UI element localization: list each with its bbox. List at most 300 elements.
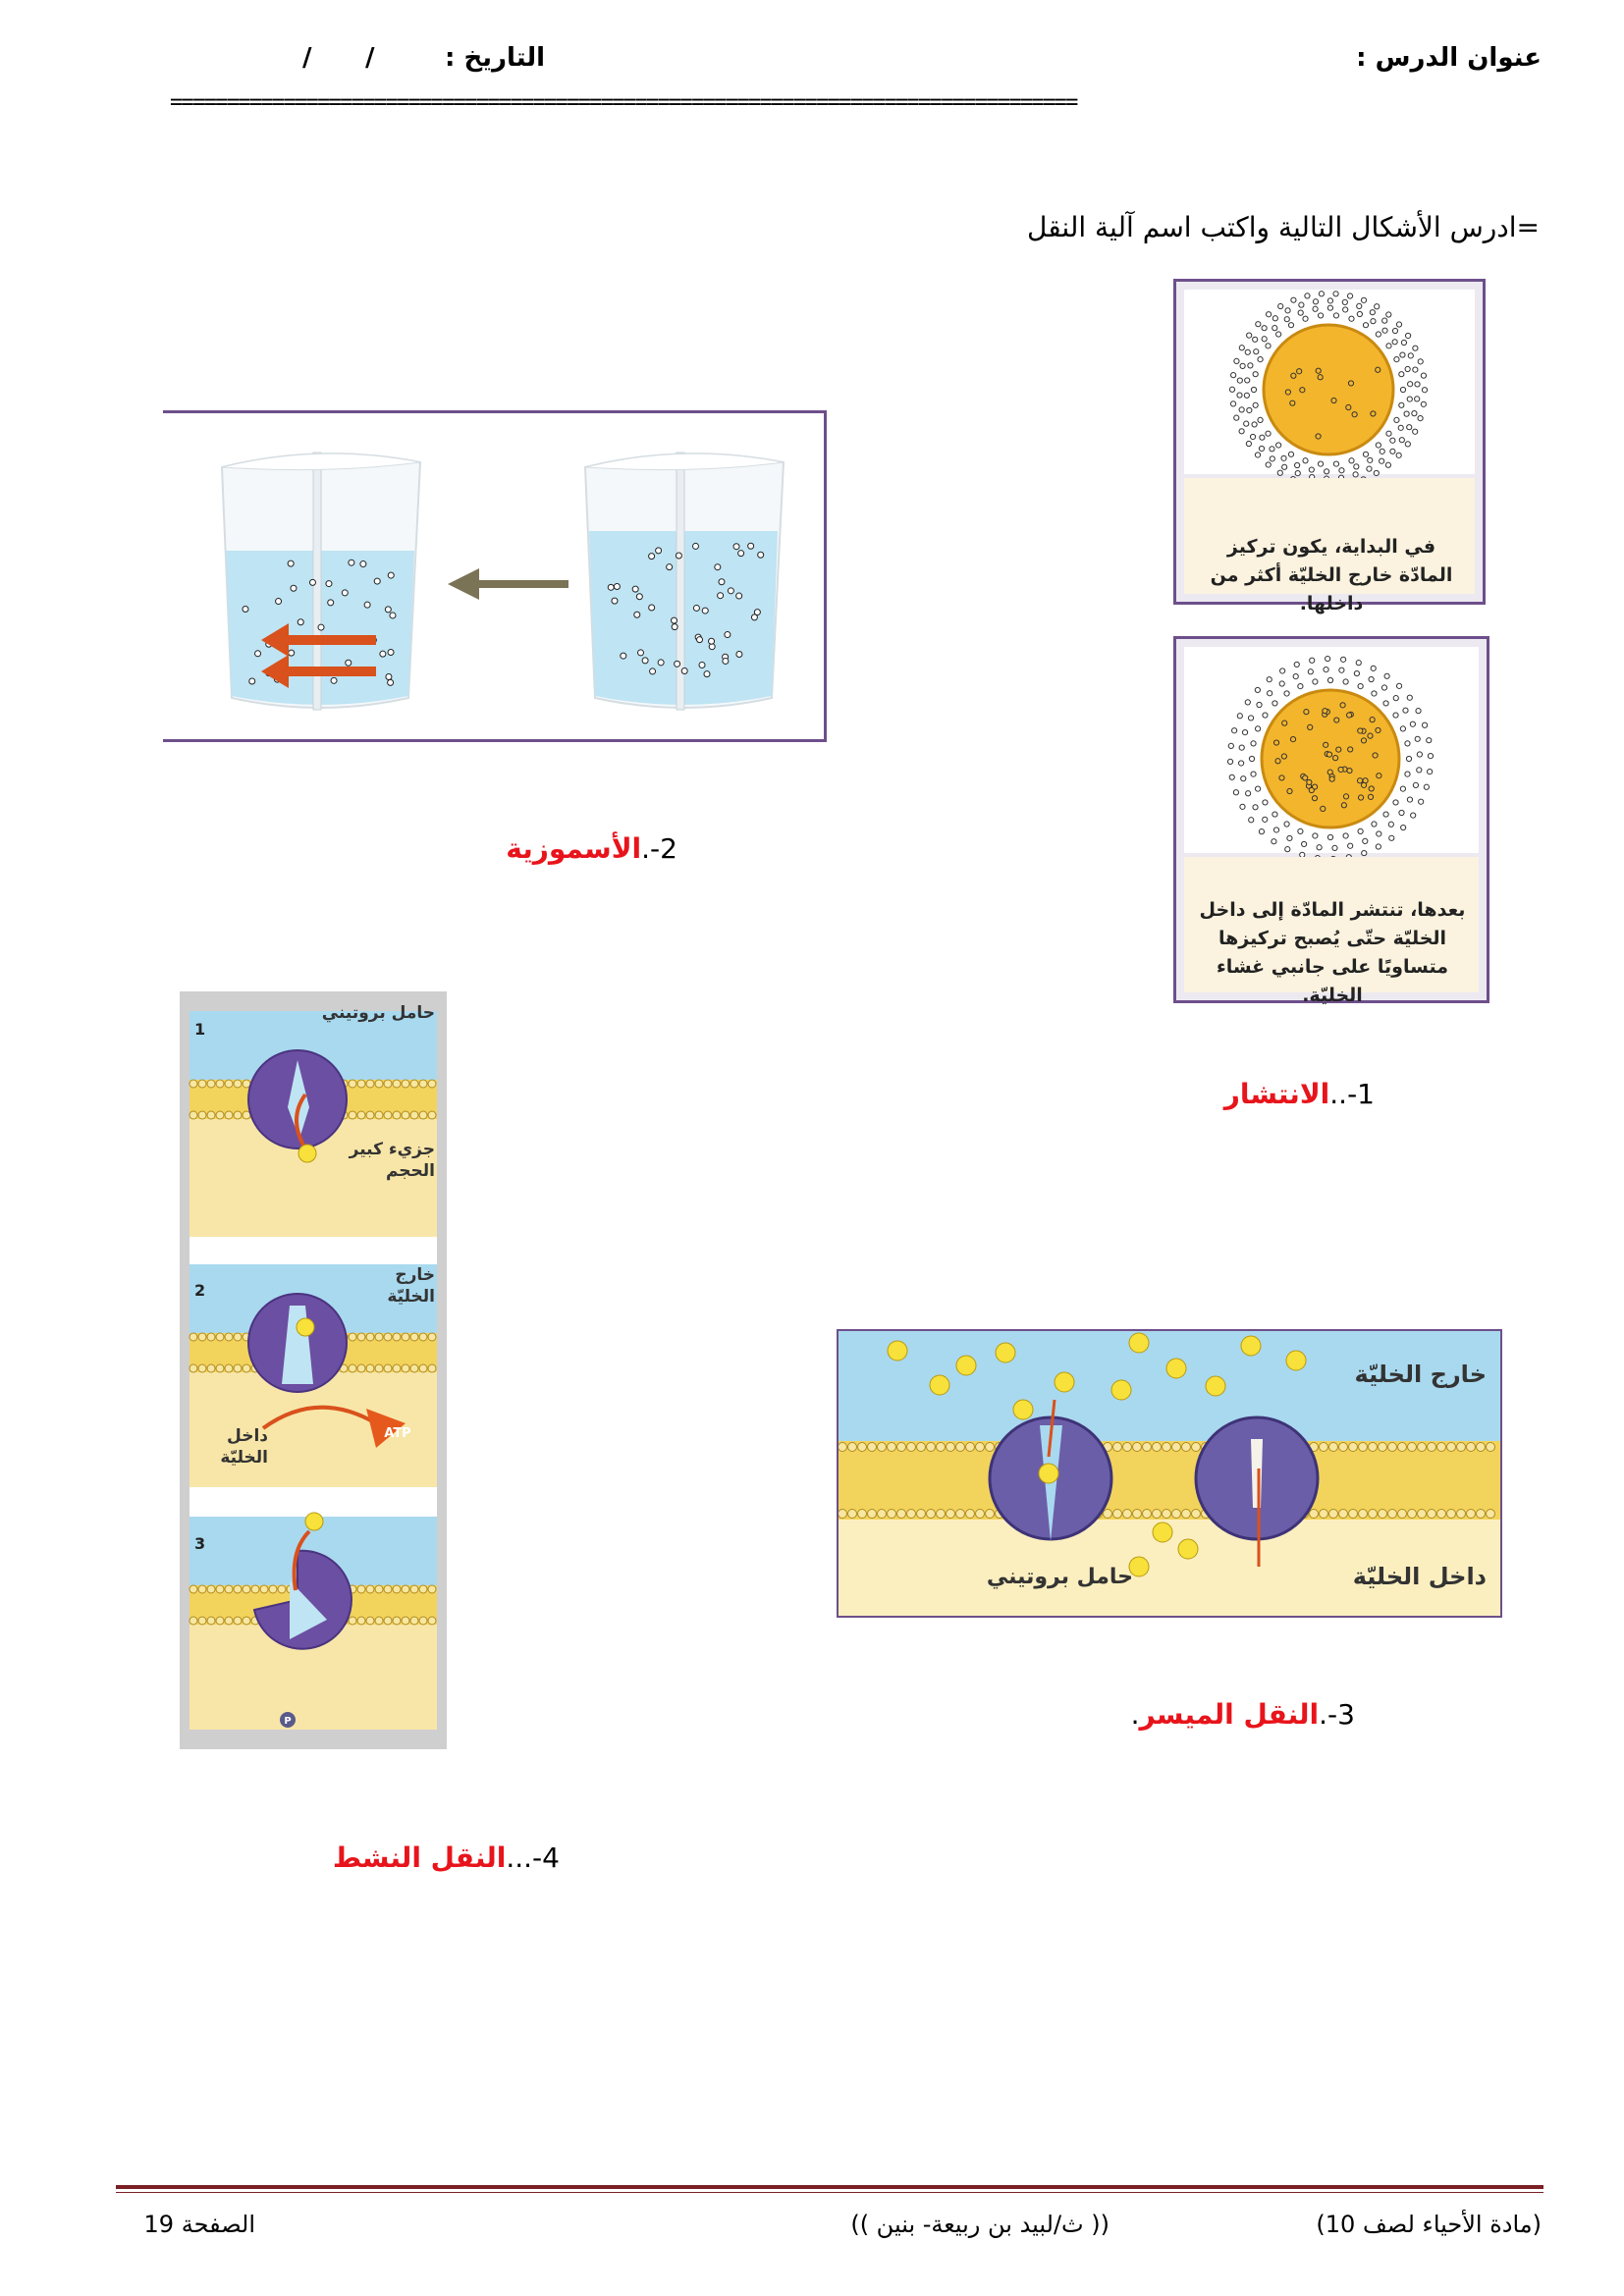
particle (234, 1585, 242, 1593)
particle (1415, 736, 1420, 741)
particle (1457, 1443, 1466, 1452)
particle (1104, 1510, 1112, 1519)
particle (1247, 333, 1252, 338)
particle (402, 1585, 409, 1593)
particle (1258, 356, 1263, 361)
particle (1361, 782, 1366, 787)
particle (1359, 1510, 1368, 1519)
particle (1393, 713, 1398, 718)
particle (658, 660, 664, 666)
particle (291, 585, 297, 591)
particle (1333, 461, 1338, 466)
particle (1254, 349, 1259, 354)
particle (699, 662, 705, 667)
particle (1400, 786, 1405, 791)
particle (986, 1510, 995, 1519)
particle (1272, 701, 1277, 706)
particle (1272, 839, 1276, 844)
particle (697, 637, 703, 643)
particle (1390, 449, 1395, 454)
particle (1285, 308, 1290, 313)
particle (1255, 726, 1260, 731)
particle (1277, 470, 1282, 475)
particle (1286, 1351, 1306, 1370)
particle (1268, 691, 1272, 696)
particle (1408, 353, 1413, 358)
particle (1285, 847, 1290, 852)
particle (1421, 373, 1426, 378)
particle (393, 1585, 401, 1593)
particle (1320, 1510, 1328, 1519)
particle (704, 671, 710, 677)
particle (1237, 393, 1242, 398)
particle (1300, 852, 1305, 857)
particle (1376, 367, 1380, 372)
particle (1319, 292, 1324, 296)
particle (216, 1333, 224, 1341)
particle (428, 1364, 436, 1372)
particle (1234, 358, 1239, 363)
particle (1354, 464, 1359, 469)
particle (1329, 776, 1334, 781)
particle (907, 1443, 916, 1452)
particle (1340, 703, 1345, 708)
particle (1357, 311, 1362, 316)
particle (207, 1364, 215, 1372)
particle (1389, 835, 1394, 840)
particle (748, 543, 754, 549)
particle (878, 1510, 887, 1519)
particle (366, 1080, 374, 1088)
particle (1384, 673, 1389, 678)
active-transport-diagram (180, 991, 447, 1749)
particle (1346, 404, 1351, 409)
particle (1284, 691, 1289, 696)
particle (225, 1617, 233, 1625)
particle (1178, 1539, 1198, 1559)
particle (360, 561, 366, 567)
particle (888, 1341, 907, 1361)
particle (1408, 1443, 1417, 1452)
particle (419, 1364, 427, 1372)
particle (428, 1617, 436, 1625)
particle (1288, 452, 1293, 456)
particle (349, 1333, 356, 1341)
particle (1266, 312, 1271, 317)
particle (234, 1333, 242, 1341)
particle (1318, 313, 1323, 318)
particle (419, 1111, 427, 1119)
particle (243, 1364, 250, 1372)
particle (1255, 687, 1260, 692)
particle (1331, 398, 1336, 402)
particle (667, 564, 673, 570)
particle (1394, 356, 1399, 361)
particle (375, 1080, 383, 1088)
particle (1123, 1510, 1132, 1519)
particle (1396, 322, 1401, 327)
particle (1338, 767, 1343, 772)
particle (1284, 822, 1289, 827)
particle (1316, 434, 1321, 439)
particle (428, 1585, 436, 1593)
particle (614, 583, 620, 589)
particle (357, 1333, 365, 1341)
particle (385, 607, 391, 613)
osmosis-figure (163, 410, 827, 742)
particle (1358, 683, 1363, 688)
particle (947, 1510, 955, 1519)
active-outside-label: خارج الخليّة (387, 1265, 435, 1307)
particle (1303, 458, 1308, 463)
particle (1313, 833, 1318, 838)
particle (1255, 453, 1260, 457)
particle (1343, 307, 1348, 312)
answer-3-suffix: . (1130, 1698, 1140, 1731)
particle (1172, 1510, 1181, 1519)
particle (1270, 447, 1274, 452)
particle (1324, 742, 1328, 747)
particle (1282, 464, 1287, 469)
phosphate-label: P (284, 1716, 292, 1727)
particle (1251, 387, 1256, 392)
particle (848, 1510, 857, 1519)
footer-rule-thick (116, 2185, 1543, 2189)
particle (349, 1111, 356, 1119)
particle (1327, 305, 1332, 310)
particle (225, 1333, 233, 1341)
particle (1401, 340, 1406, 345)
particle (1349, 458, 1354, 463)
particle (1308, 724, 1313, 729)
particle (718, 593, 724, 599)
particle (1182, 1443, 1191, 1452)
particle (349, 1617, 356, 1625)
particle (1407, 797, 1412, 802)
particle (234, 1364, 242, 1372)
active-carrier-label: حامل بروتيني (321, 1003, 435, 1023)
particle (1386, 431, 1391, 436)
particle (349, 1364, 356, 1372)
particle (1290, 400, 1295, 405)
particle (1362, 850, 1367, 855)
particle (402, 1333, 409, 1341)
particle (1285, 390, 1290, 395)
particle (388, 650, 394, 656)
particle (1163, 1510, 1171, 1519)
cell-circle (1264, 325, 1393, 454)
panel-region (189, 1237, 437, 1264)
particle (1298, 828, 1303, 833)
particle (1418, 1443, 1427, 1452)
particle (966, 1443, 975, 1452)
particle (1123, 1443, 1132, 1452)
diffusion-figure-bottom (1173, 636, 1489, 1006)
particle (198, 1111, 206, 1119)
particle (1347, 768, 1352, 773)
particle (1376, 844, 1380, 849)
particle (380, 651, 386, 657)
particle (289, 650, 295, 656)
particle (1241, 776, 1246, 781)
particle (318, 624, 324, 630)
particle (393, 1111, 401, 1119)
particle (1385, 462, 1390, 467)
particle (1113, 1443, 1122, 1452)
answer-3-number: 3-. (1319, 1698, 1355, 1731)
particle (1349, 316, 1354, 321)
particle (1273, 828, 1278, 832)
particle (1487, 1443, 1495, 1452)
particle (1339, 468, 1344, 473)
particle (328, 600, 334, 606)
particle (927, 1510, 936, 1519)
particle (937, 1443, 946, 1452)
answer-1 (1178, 1078, 1375, 1110)
particle (636, 594, 642, 600)
particle (402, 1364, 409, 1372)
particle (956, 1356, 976, 1375)
particle (1249, 818, 1254, 823)
particle (1259, 829, 1264, 834)
particle (402, 1080, 409, 1088)
answer-1-text: الانتشار (1223, 1078, 1330, 1110)
particle (1318, 375, 1323, 380)
particle (1388, 1443, 1397, 1452)
particle (1348, 381, 1353, 386)
particle (1339, 667, 1344, 672)
particle (1487, 1510, 1495, 1519)
particle (1361, 738, 1366, 743)
particle (1359, 1443, 1368, 1452)
particle (366, 1617, 374, 1625)
particle (1239, 429, 1244, 434)
particle (1410, 721, 1415, 726)
particle (1246, 441, 1251, 446)
particle (656, 548, 662, 554)
particle (672, 624, 677, 630)
particle (216, 1080, 224, 1088)
particle (1332, 845, 1337, 850)
particle (1333, 756, 1338, 761)
particle (388, 572, 394, 578)
particle (1266, 344, 1271, 348)
particle (1192, 1510, 1201, 1519)
particle (1113, 1510, 1122, 1519)
particle (1447, 1443, 1456, 1452)
particle (692, 543, 698, 549)
particle (1394, 417, 1399, 422)
particle (326, 581, 332, 587)
particle (1321, 806, 1326, 811)
particle (1477, 1443, 1486, 1452)
particle (1329, 1443, 1338, 1452)
particle (1370, 310, 1375, 315)
particle (1349, 1443, 1358, 1452)
particle (419, 1333, 427, 1341)
particle (649, 554, 655, 560)
particle (1383, 701, 1388, 706)
particle (1239, 761, 1244, 766)
particle (366, 1585, 374, 1593)
particle (1253, 337, 1258, 342)
particle (878, 1443, 887, 1452)
particle (198, 1617, 206, 1625)
particle (1421, 401, 1426, 406)
particle (1417, 768, 1422, 773)
particle (1266, 431, 1271, 436)
particle (612, 598, 618, 604)
particle (858, 1510, 867, 1519)
particle (198, 1080, 206, 1088)
particle (1255, 786, 1260, 791)
particle (930, 1375, 949, 1395)
particle (384, 1617, 392, 1625)
particle (1239, 745, 1244, 750)
particle (207, 1080, 215, 1088)
particle (1229, 387, 1234, 392)
particle (216, 1111, 224, 1119)
particle (1246, 791, 1251, 796)
particle (189, 1364, 197, 1372)
particle (1371, 319, 1376, 324)
particle (1340, 657, 1345, 662)
particle (1300, 388, 1305, 393)
particle (1405, 442, 1410, 447)
particle (1248, 716, 1253, 721)
particle (1368, 794, 1373, 799)
particle (608, 584, 614, 590)
particle (937, 1510, 946, 1519)
particle (243, 1585, 250, 1593)
particle (243, 606, 248, 612)
particle (1237, 714, 1242, 719)
particle (1055, 1372, 1074, 1392)
particle (1405, 772, 1410, 776)
particle (216, 1617, 224, 1625)
active-inside-label: داخل الخليّة (220, 1426, 268, 1468)
footer-school: (( ث/لبيد بن ربيعة- بنين )) (850, 2211, 1110, 2238)
particle (393, 1333, 401, 1341)
particle (1325, 469, 1329, 474)
particle (1253, 402, 1258, 407)
particle (393, 1364, 401, 1372)
particle (1358, 828, 1363, 833)
particle (390, 613, 396, 618)
particle (1405, 366, 1410, 371)
particle (1282, 721, 1287, 725)
particle (1386, 344, 1391, 348)
particle (1326, 656, 1330, 661)
particle (207, 1617, 215, 1625)
answer-3-text: النقل الميسر (1139, 1698, 1320, 1731)
particle (725, 632, 731, 638)
particle (1333, 292, 1338, 296)
particle (1369, 1510, 1378, 1519)
particle (1293, 674, 1298, 679)
particle (1291, 297, 1296, 302)
footer-page-number: الصفحة 19 (143, 2211, 255, 2238)
particle (1400, 726, 1405, 731)
particle (1413, 346, 1418, 350)
particle (1281, 455, 1286, 460)
particle (1172, 1443, 1181, 1452)
panel-region (189, 1487, 437, 1517)
particle (1358, 795, 1363, 800)
particle (1343, 679, 1348, 684)
particle (1334, 718, 1339, 722)
particle (1399, 372, 1404, 377)
diffusion-figure-top (1173, 279, 1486, 614)
particle (1229, 774, 1234, 779)
particle (260, 1585, 268, 1593)
particle (638, 650, 644, 656)
particle (1318, 461, 1323, 466)
particle (897, 1510, 906, 1519)
particle (1407, 425, 1412, 430)
lesson-title-label: عنوان الدرس : (1356, 43, 1542, 73)
particle (1317, 845, 1322, 850)
particle (1263, 817, 1268, 822)
particle (1327, 677, 1332, 682)
particle (1302, 841, 1307, 846)
particle (384, 1333, 392, 1341)
particle (189, 1585, 197, 1593)
particle (1413, 429, 1418, 434)
date-slash-1: / (365, 43, 375, 73)
particle (1279, 775, 1284, 780)
particle (966, 1510, 975, 1519)
particle (1357, 303, 1362, 308)
particle (1287, 835, 1292, 840)
particle (1379, 1443, 1387, 1452)
facilitated-diffusion-figure (837, 1329, 1502, 1618)
particle (1308, 669, 1313, 674)
answer-2 (471, 832, 677, 865)
particle (1245, 378, 1250, 383)
particle (207, 1333, 215, 1341)
particle (1242, 730, 1247, 735)
particle (1405, 741, 1410, 746)
particle (1326, 752, 1331, 757)
atp-label: ATP (384, 1426, 411, 1441)
particle (357, 1080, 365, 1088)
particle (976, 1443, 985, 1452)
particle (976, 1510, 985, 1519)
particle (693, 605, 699, 611)
particle (1013, 1400, 1033, 1419)
step-1-number: 1 (194, 1020, 206, 1039)
particle (1153, 1510, 1162, 1519)
particle (375, 1617, 383, 1625)
particle (917, 1443, 926, 1452)
particle (1298, 683, 1303, 688)
particle (1367, 466, 1372, 471)
particle (1398, 425, 1403, 430)
particle (198, 1333, 206, 1341)
particle (1339, 1510, 1348, 1519)
particle (1372, 822, 1377, 827)
particle (1279, 681, 1284, 686)
particle (1396, 683, 1401, 688)
answer-4-number: 4-... (506, 1842, 560, 1874)
active-transport-figure (180, 991, 447, 1749)
particle (1133, 1510, 1142, 1519)
particle (1276, 443, 1281, 448)
particle (1381, 685, 1386, 690)
particle (1386, 312, 1391, 317)
particle (1413, 367, 1418, 372)
